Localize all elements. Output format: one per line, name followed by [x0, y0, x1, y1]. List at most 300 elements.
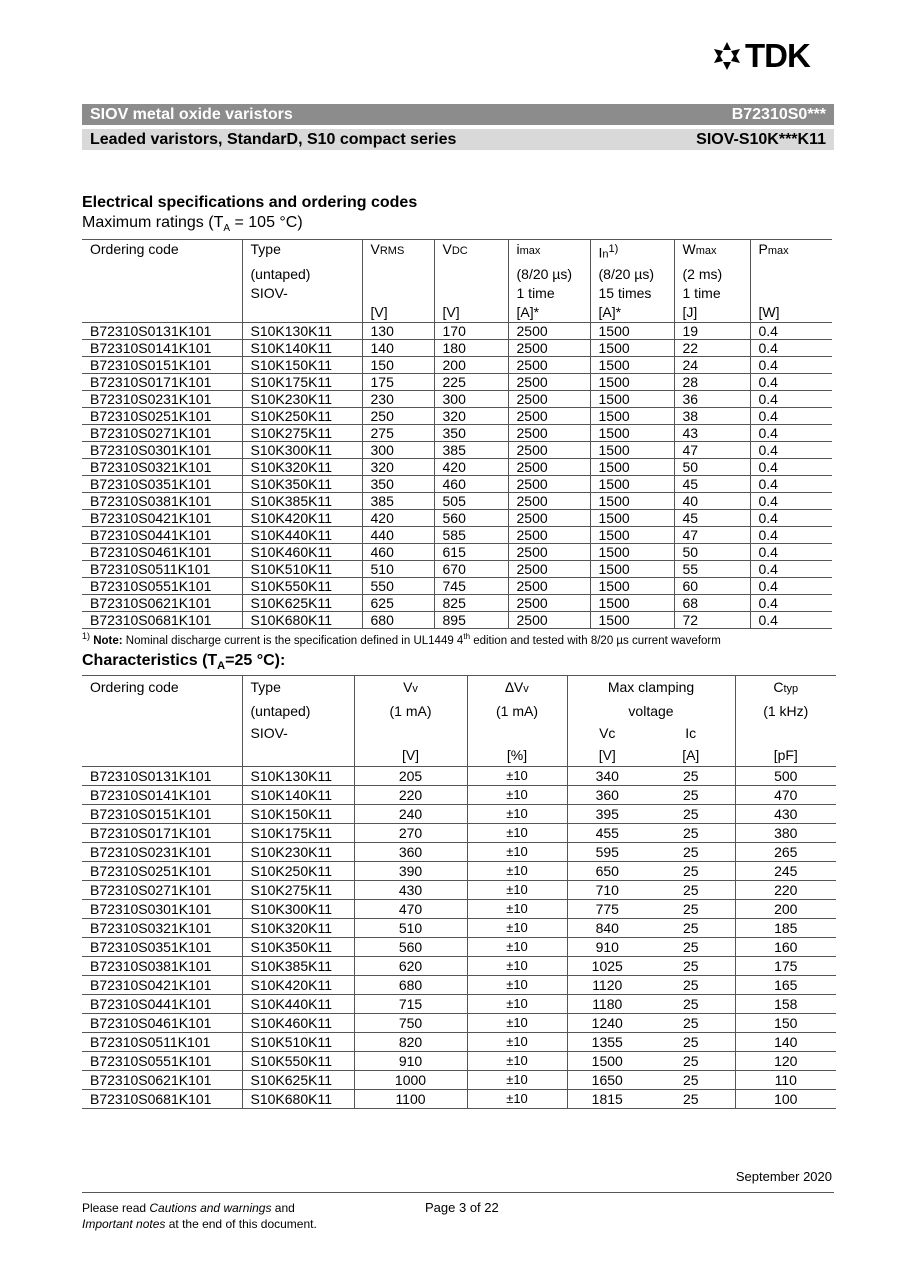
cell-type: S10K140K11 — [242, 339, 362, 356]
cell-ordering-code: B72310S0141K101 — [82, 339, 242, 356]
table-row — [82, 475, 832, 492]
cell-ordering-code: B72310S0171K101 — [82, 824, 242, 843]
table-row — [82, 805, 836, 824]
table-row — [82, 322, 832, 339]
col-header-type: Type — [242, 240, 362, 265]
cell-vv: 360 — [354, 843, 467, 862]
cell-ic: 25 — [647, 881, 735, 900]
cell-in: 1500 — [590, 441, 674, 458]
cell-vrms: 130 — [362, 322, 434, 339]
cell-ic: 25 — [647, 938, 735, 957]
footer-cautions-note: Please read Cautions and warnings and Important notes at the end of this document. — [82, 1201, 317, 1231]
cell-ic: 25 — [647, 957, 735, 976]
cell-vdc: 615 — [434, 543, 508, 560]
cell-type: S10K150K11 — [242, 356, 362, 373]
cell-vc: 650 — [567, 862, 647, 881]
cell-pmax: 0.4 — [750, 322, 832, 339]
cell-imax: 2500 — [508, 594, 590, 611]
footer-divider — [82, 1192, 834, 1193]
cell-ordering-code: B72310S0511K101 — [82, 1033, 242, 1052]
header-product-family: SIOV metal oxide varistors — [90, 105, 293, 123]
cell-wmax: 68 — [674, 594, 750, 611]
cell-ic: 25 — [647, 805, 735, 824]
cell-imax: 2500 — [508, 543, 590, 560]
cell-pmax: 0.4 — [750, 407, 832, 424]
cell-vv: 1000 — [354, 1071, 467, 1090]
cell-type: S10K250K11 — [242, 407, 362, 424]
col-header-in-wave: (8/20 µs) — [590, 265, 674, 284]
col-header-wmax-duration: (2 ms) — [674, 265, 750, 284]
table-row — [82, 509, 832, 526]
cell-type: S10K275K11 — [242, 424, 362, 441]
cell-delta-vv: ±10 — [467, 881, 567, 900]
cell-type: S10K550K11 — [242, 577, 362, 594]
cell-vc: 340 — [567, 767, 647, 786]
cell-type: S10K250K11 — [242, 862, 354, 881]
cell-vv: 750 — [354, 1014, 467, 1033]
cell-vc: 1355 — [567, 1033, 647, 1052]
cell-wmax: 22 — [674, 339, 750, 356]
cell-ordering-code: B72310S0441K101 — [82, 995, 242, 1014]
table-row — [82, 995, 836, 1014]
cell-vv: 270 — [354, 824, 467, 843]
cell-vv: 910 — [354, 1052, 467, 1071]
cell-ic: 25 — [647, 1052, 735, 1071]
cell-ctyp: 150 — [735, 1014, 836, 1033]
cell-delta-vv: ±10 — [467, 1033, 567, 1052]
cell-vv: 470 — [354, 900, 467, 919]
cell-ordering-code: B72310S0171K101 — [82, 373, 242, 390]
cell-ordering-code: B72310S0381K101 — [82, 492, 242, 509]
col-header-ordering-code: Ordering code — [82, 676, 242, 701]
cell-imax: 2500 — [508, 339, 590, 356]
cell-vdc: 560 — [434, 509, 508, 526]
cell-pmax: 0.4 — [750, 339, 832, 356]
table-header-row — [82, 722, 836, 744]
table-row — [82, 611, 832, 628]
cell-delta-vv: ±10 — [467, 900, 567, 919]
cell-vrms: 230 — [362, 390, 434, 407]
cell-ordering-code: B72310S0251K101 — [82, 862, 242, 881]
table-header-units-row — [82, 303, 832, 323]
cell-vrms: 150 — [362, 356, 434, 373]
cell-ic: 25 — [647, 1033, 735, 1052]
table-row — [82, 441, 832, 458]
cell-delta-vv: ±10 — [467, 843, 567, 862]
cell-in: 1500 — [590, 424, 674, 441]
cell-ic: 25 — [647, 862, 735, 881]
unit-delta-vv: [%] — [467, 744, 567, 767]
table-row — [82, 976, 836, 995]
cell-vv: 205 — [354, 767, 467, 786]
cell-vv: 620 — [354, 957, 467, 976]
col-header-ctyp-freq: (1 kHz) — [763, 703, 809, 719]
cell-imax: 2500 — [508, 441, 590, 458]
col-header-in-times: 15 times — [590, 284, 674, 303]
cell-vdc: 420 — [434, 458, 508, 475]
cell-vv: 220 — [354, 786, 467, 805]
cell-delta-vv: ±10 — [467, 995, 567, 1014]
cell-in: 1500 — [590, 492, 674, 509]
col-header-delta-vv-current: (1 mA) — [467, 700, 567, 722]
unit-vrms: [V] — [362, 303, 434, 323]
cell-in: 1500 — [590, 322, 674, 339]
table-row — [82, 543, 832, 560]
cell-vv: 1100 — [354, 1090, 467, 1109]
cell-vc: 1815 — [567, 1090, 647, 1109]
table-row — [82, 594, 832, 611]
cell-wmax: 28 — [674, 373, 750, 390]
cell-type: S10K440K11 — [242, 995, 354, 1014]
table-row — [82, 577, 832, 594]
cell-ic: 25 — [647, 824, 735, 843]
cell-type: S10K300K11 — [242, 900, 354, 919]
section-title-specs: Electrical specifications and ordering codes — [82, 194, 418, 211]
col-header-imax-wave: (8/20 µs) — [508, 265, 590, 284]
table-row — [82, 560, 832, 577]
cell-vdc: 825 — [434, 594, 508, 611]
cell-type: S10K175K11 — [242, 824, 354, 843]
table-row — [82, 424, 832, 441]
cell-ctyp: 160 — [735, 938, 836, 957]
cell-in: 1500 — [590, 390, 674, 407]
cell-ctyp: 430 — [735, 805, 836, 824]
cell-type: S10K350K11 — [242, 475, 362, 492]
cell-vrms: 460 — [362, 543, 434, 560]
cell-ctyp: 185 — [735, 919, 836, 938]
unit-vdc: [V] — [434, 303, 508, 323]
cell-type: S10K460K11 — [242, 543, 362, 560]
cell-pmax: 0.4 — [750, 543, 832, 560]
table-row — [82, 373, 832, 390]
cell-ordering-code: B72310S0681K101 — [82, 611, 242, 628]
cell-type: S10K420K11 — [242, 509, 362, 526]
cell-imax: 2500 — [508, 509, 590, 526]
logo-text: TDK — [745, 37, 810, 74]
cell-vrms: 275 — [362, 424, 434, 441]
cell-ordering-code: B72310S0621K101 — [82, 594, 242, 611]
cell-type: S10K510K11 — [242, 560, 362, 577]
cell-imax: 2500 — [508, 407, 590, 424]
col-header-type: Type — [242, 676, 354, 701]
cell-ic: 25 — [647, 1090, 735, 1109]
cell-pmax: 0.4 — [750, 458, 832, 475]
cell-ordering-code: B72310S0421K101 — [82, 976, 242, 995]
cell-imax: 2500 — [508, 390, 590, 407]
cell-imax: 2500 — [508, 373, 590, 390]
cell-vc: 1180 — [567, 995, 647, 1014]
table-row — [82, 390, 832, 407]
cell-in: 1500 — [590, 356, 674, 373]
cell-delta-vv: ±10 — [467, 919, 567, 938]
cell-delta-vv: ±10 — [467, 1052, 567, 1071]
unit-ctyp: [pF] — [735, 744, 836, 767]
cell-vrms: 680 — [362, 611, 434, 628]
cell-imax: 2500 — [508, 356, 590, 373]
col-header-in: In$^{1)}$ — [590, 240, 674, 265]
cell-ordering-code: B72310S0231K101 — [82, 843, 242, 862]
cell-ordering-code: B72310S0231K101 — [82, 390, 242, 407]
tdk-logo — [712, 37, 836, 74]
cell-pmax: 0.4 — [750, 611, 832, 628]
footer-date: September 2020 — [735, 1169, 832, 1184]
col-header-imax: imax — [508, 240, 590, 265]
cell-ic: 25 — [647, 786, 735, 805]
cell-type: S10K625K11 — [242, 1071, 354, 1090]
cell-ordering-code: B72310S0461K101 — [82, 543, 242, 560]
table-header-row — [82, 265, 832, 284]
cell-in: 1500 — [590, 543, 674, 560]
cell-vv: 820 — [354, 1033, 467, 1052]
col-header-ic: Ic — [647, 722, 735, 744]
cell-vv: 560 — [354, 938, 467, 957]
col-header-delta-vv: ∆Vv — [467, 676, 567, 701]
cell-ctyp: 165 — [735, 976, 836, 995]
cell-vv: 430 — [354, 881, 467, 900]
cell-ic: 25 — [647, 1014, 735, 1033]
cell-type: S10K130K11 — [242, 322, 362, 339]
cell-in: 1500 — [590, 526, 674, 543]
cell-wmax: 60 — [674, 577, 750, 594]
col-header-type-siov: SIOV- — [242, 284, 362, 303]
cell-ctyp: 120 — [735, 1052, 836, 1071]
cell-type: S10K140K11 — [242, 786, 354, 805]
cell-ordering-code: B72310S0621K101 — [82, 1071, 242, 1090]
cell-pmax: 0.4 — [750, 475, 832, 492]
cell-pmax: 0.4 — [750, 356, 832, 373]
cell-delta-vv: ±10 — [467, 862, 567, 881]
cell-type: S10K385K11 — [242, 492, 362, 509]
cell-type: S10K150K11 — [242, 805, 354, 824]
table-header-row — [82, 700, 836, 722]
table-row — [82, 1090, 836, 1109]
cell-vc: 1120 — [567, 976, 647, 995]
cell-delta-vv: ±10 — [467, 1071, 567, 1090]
header-series-code: SIOV-S10K***K11 — [696, 130, 826, 148]
table-row — [82, 824, 836, 843]
cell-wmax: 50 — [674, 458, 750, 475]
cell-ordering-code: B72310S0441K101 — [82, 526, 242, 543]
cell-delta-vv: ±10 — [467, 805, 567, 824]
cell-pmax: 0.4 — [750, 594, 832, 611]
cell-type: S10K130K11 — [242, 767, 354, 786]
cell-ctyp: 500 — [735, 767, 836, 786]
cell-vc: 840 — [567, 919, 647, 938]
cell-ctyp: 200 — [735, 900, 836, 919]
cell-in: 1500 — [590, 577, 674, 594]
max-ratings-table — [82, 239, 832, 629]
cell-type: S10K300K11 — [242, 441, 362, 458]
cell-vrms: 320 — [362, 458, 434, 475]
col-header-vrms: VRMS — [362, 240, 434, 265]
cell-pmax: 0.4 — [750, 373, 832, 390]
section-title-characteristics: Characteristics ($T_A=25$ °C): — [82, 652, 286, 673]
cell-ordering-code: B72310S0141K101 — [82, 786, 242, 805]
cell-in: 1500 — [590, 373, 674, 390]
cell-vdc: 385 — [434, 441, 508, 458]
table-row — [82, 957, 836, 976]
cell-ordering-code: B72310S0151K101 — [82, 356, 242, 373]
unit-in: [A]* — [590, 303, 674, 323]
table-row — [82, 881, 836, 900]
cell-vrms: 420 — [362, 509, 434, 526]
cell-type: S10K320K11 — [242, 919, 354, 938]
cell-type: S10K385K11 — [242, 957, 354, 976]
cell-ordering-code: B72310S0551K101 — [82, 1052, 242, 1071]
cell-type: S10K680K11 — [242, 1090, 354, 1109]
cell-ordering-code: B72310S0131K101 — [82, 767, 242, 786]
header-bar-primary — [82, 104, 834, 125]
cell-ic: 25 — [647, 900, 735, 919]
cell-delta-vv: ±10 — [467, 824, 567, 843]
cell-ordering-code: B72310S0131K101 — [82, 322, 242, 339]
cell-imax: 2500 — [508, 492, 590, 509]
cell-vc: 360 — [567, 786, 647, 805]
col-header-vv: Vv — [354, 676, 467, 701]
cell-vdc: 225 — [434, 373, 508, 390]
col-header-type-untaped: (untaped) — [242, 265, 362, 284]
col-header-vdc: VDC — [434, 240, 508, 265]
cell-imax: 2500 — [508, 322, 590, 339]
cell-delta-vv: ±10 — [467, 976, 567, 995]
col-header-wmax-times: 1 time — [674, 284, 750, 303]
section-subtitle-max-ratings: Maximum ratings ($T_A = 105$ °C) — [82, 214, 303, 235]
table-row — [82, 407, 832, 424]
cell-ordering-code: B72310S0681K101 — [82, 1090, 242, 1109]
col-header-ctyp: Ctyp — [735, 676, 836, 701]
cell-imax: 2500 — [508, 424, 590, 441]
cell-wmax: 45 — [674, 509, 750, 526]
cell-type: S10K320K11 — [242, 458, 362, 475]
table-row — [82, 843, 836, 862]
cell-vdc: 505 — [434, 492, 508, 509]
table-row — [82, 900, 836, 919]
cell-vdc: 460 — [434, 475, 508, 492]
cell-ordering-code: B72310S0271K101 — [82, 881, 242, 900]
col-header-vc: Vc — [599, 725, 616, 741]
cell-ordering-code: B72310S0551K101 — [82, 577, 242, 594]
cell-wmax: 38 — [674, 407, 750, 424]
cell-ordering-code: B72310S0351K101 — [82, 475, 242, 492]
cell-ic: 25 — [647, 843, 735, 862]
cell-ic: 25 — [647, 995, 735, 1014]
table-row — [82, 919, 836, 938]
cell-delta-vv: ±10 — [467, 786, 567, 805]
cell-vc: 1025 — [567, 957, 647, 976]
cell-pmax: 0.4 — [750, 560, 832, 577]
cell-in: 1500 — [590, 611, 674, 628]
cell-imax: 2500 — [508, 526, 590, 543]
cell-vdc: 585 — [434, 526, 508, 543]
cell-type: S10K350K11 — [242, 938, 354, 957]
cell-type: S10K440K11 — [242, 526, 362, 543]
col-header-clamping: Max clamping — [567, 676, 735, 701]
table-header-row — [82, 676, 836, 701]
cell-ic: 25 — [647, 919, 735, 938]
cell-type: S10K550K11 — [242, 1052, 354, 1071]
cell-vc: 455 — [567, 824, 647, 843]
cell-type: S10K230K11 — [242, 390, 362, 407]
cell-vrms: 510 — [362, 560, 434, 577]
cell-delta-vv: ±10 — [467, 938, 567, 957]
table-row — [82, 526, 832, 543]
cell-ctyp: 158 — [735, 995, 836, 1014]
cell-pmax: 0.4 — [750, 424, 832, 441]
cell-vrms: 385 — [362, 492, 434, 509]
table-row — [82, 862, 836, 881]
cell-vdc: 670 — [434, 560, 508, 577]
cell-vrms: 250 — [362, 407, 434, 424]
cell-ic: 25 — [647, 1071, 735, 1090]
table-row — [82, 786, 836, 805]
cell-ctyp: 470 — [735, 786, 836, 805]
cell-vv: 680 — [354, 976, 467, 995]
cell-vrms: 625 — [362, 594, 434, 611]
cell-ic: 25 — [647, 767, 735, 786]
col-header-pmax: Pmax — [750, 240, 832, 265]
cell-vc: 710 — [567, 881, 647, 900]
cell-ordering-code: B72310S0351K101 — [82, 938, 242, 957]
cell-wmax: 40 — [674, 492, 750, 509]
cell-imax: 2500 — [508, 458, 590, 475]
cell-in: 1500 — [590, 458, 674, 475]
header-series: Leaded varistors, StandarD, S10 compact series — [90, 130, 457, 148]
footnote: $^{1)}$ Note: Nominal discharge current is the specification defined in UL1449 4th edition and tested with 8/20 µs current waveform — [82, 631, 721, 647]
cell-ctyp: 380 — [735, 824, 836, 843]
cell-pmax: 0.4 — [750, 509, 832, 526]
cell-in: 1500 — [590, 560, 674, 577]
cell-wmax: 24 — [674, 356, 750, 373]
cell-ordering-code: B72310S0151K101 — [82, 805, 242, 824]
table-row — [82, 492, 832, 509]
cell-ordering-code: B72310S0321K101 — [82, 919, 242, 938]
unit-pmax: [W] — [750, 303, 832, 323]
cell-imax: 2500 — [508, 475, 590, 492]
cell-in: 1500 — [590, 594, 674, 611]
cell-wmax: 36 — [674, 390, 750, 407]
cell-ctyp: 140 — [735, 1033, 836, 1052]
unit-wmax: [J] — [674, 303, 750, 323]
cell-vc: 395 — [567, 805, 647, 824]
cell-pmax: 0.4 — [750, 390, 832, 407]
cell-ordering-code: B72310S0461K101 — [82, 1014, 242, 1033]
cell-imax: 2500 — [508, 611, 590, 628]
unit-ic: [A] — [647, 744, 735, 767]
cell-in: 1500 — [590, 475, 674, 492]
cell-vv: 715 — [354, 995, 467, 1014]
cell-wmax: 72 — [674, 611, 750, 628]
cell-type: S10K680K11 — [242, 611, 362, 628]
cell-pmax: 0.4 — [750, 526, 832, 543]
table-header-row — [82, 284, 832, 303]
cell-vv: 240 — [354, 805, 467, 824]
table-row — [82, 339, 832, 356]
unit-vv: [V] — [354, 744, 467, 767]
cell-ordering-code: B72310S0511K101 — [82, 560, 242, 577]
table-row — [82, 1033, 836, 1052]
cell-pmax: 0.4 — [750, 492, 832, 509]
cell-vrms: 350 — [362, 475, 434, 492]
cell-delta-vv: ±10 — [467, 1090, 567, 1109]
cell-ctyp: 245 — [735, 862, 836, 881]
cell-vdc: 320 — [434, 407, 508, 424]
cell-vdc: 895 — [434, 611, 508, 628]
cell-type: S10K175K11 — [242, 373, 362, 390]
table-row — [82, 767, 836, 786]
cell-ctyp: 220 — [735, 881, 836, 900]
cell-delta-vv: ±10 — [467, 957, 567, 976]
cell-vdc: 745 — [434, 577, 508, 594]
